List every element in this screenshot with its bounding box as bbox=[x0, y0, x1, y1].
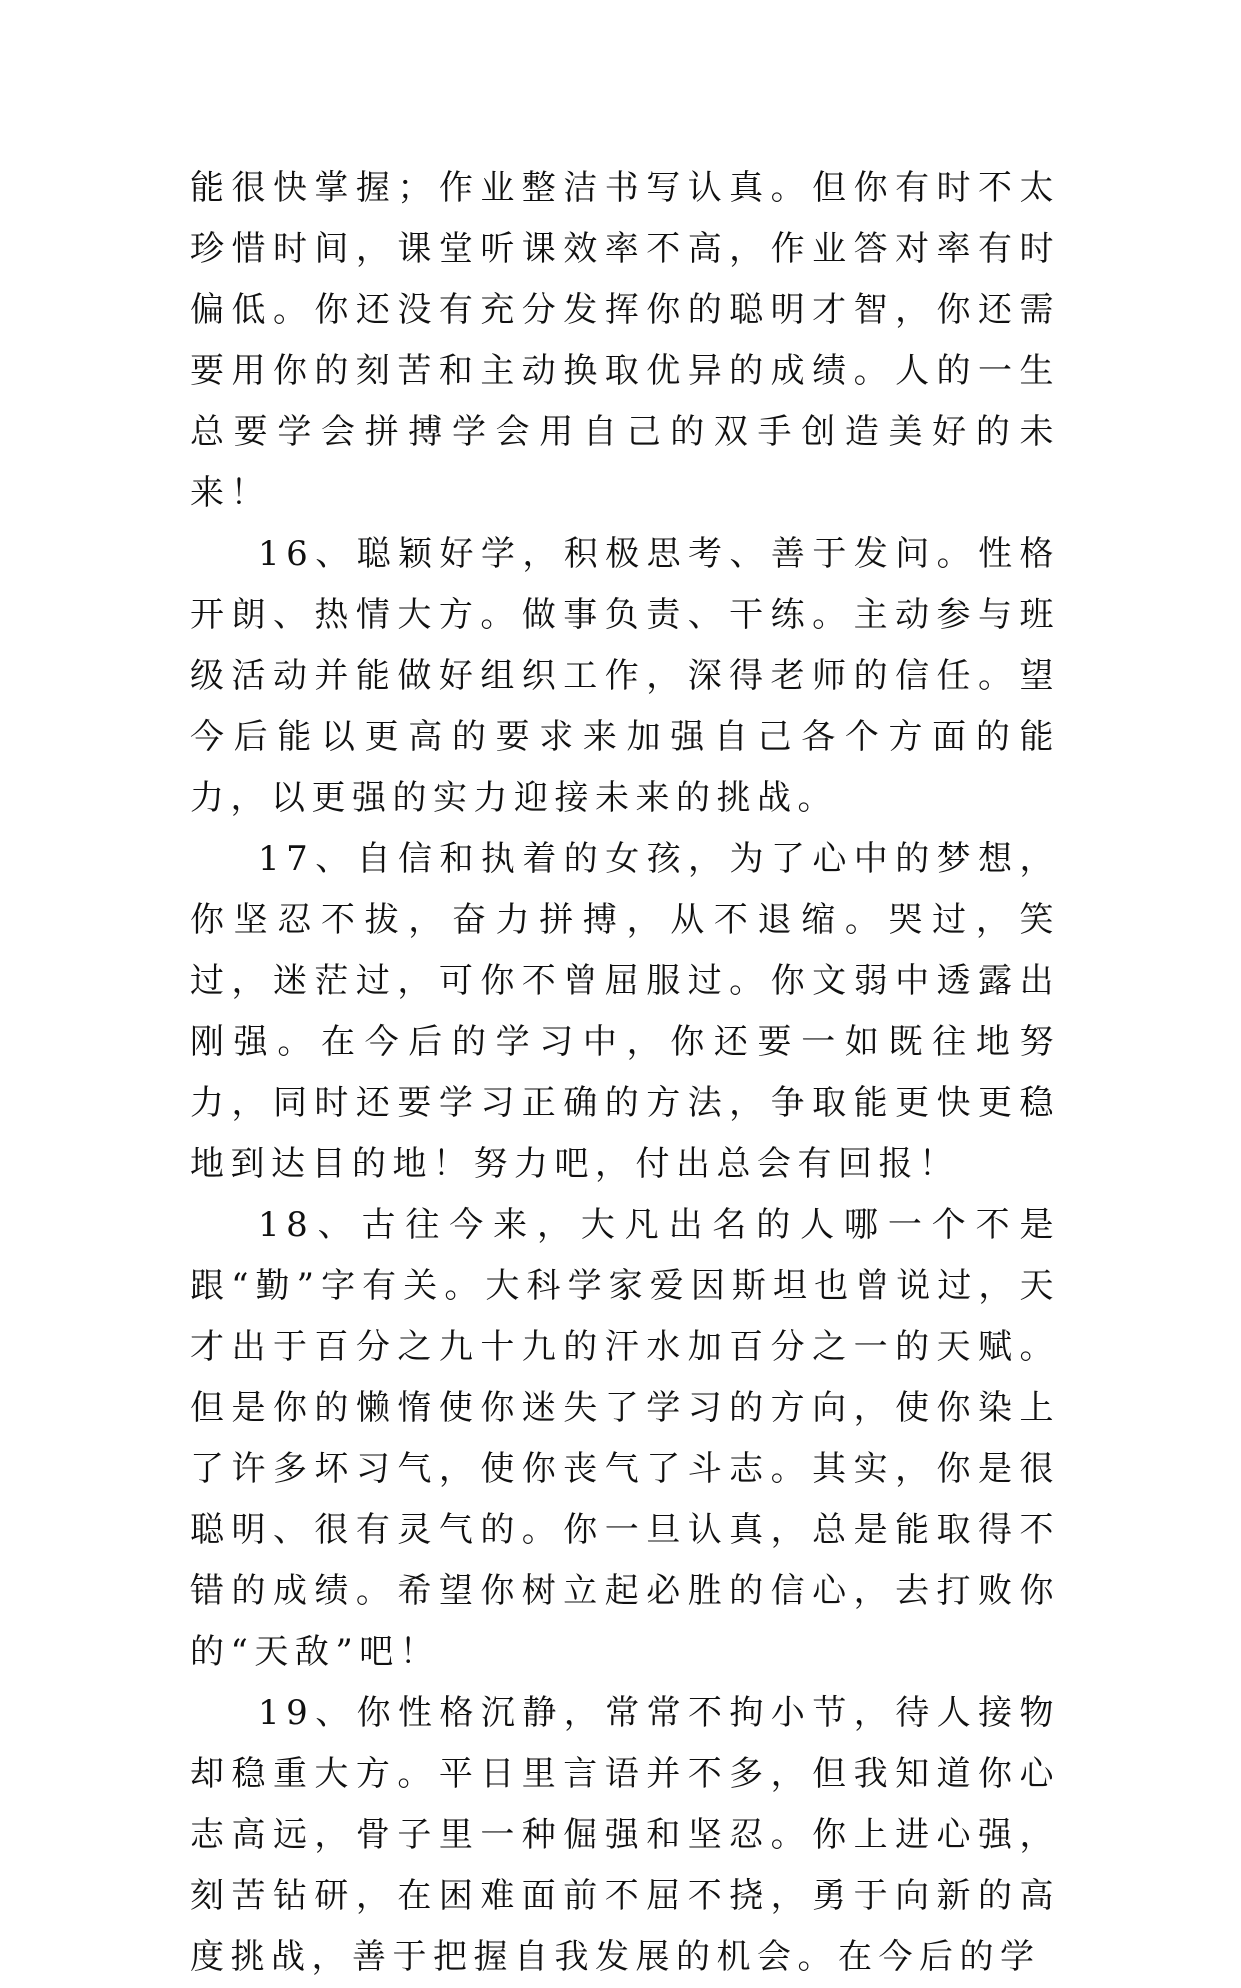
paragraph-18: 18、古往今来，大凡出名的人哪一个不是跟“勤”字有关。大科学家爱因斯坦也曾说过，天才出于百分之九十九的汗水加百分之一的天赋。但是你的懒惰使你迷失了学习的方向，使你染上了许多坏习气，使你丧气了斗志。其实，你是很聪明、很有灵气的。你一旦认真，总是能取得不错的成绩。希望你树立起必胜的信心，去打败你的“天敌”吧！ bbox=[190, 1205, 1060, 1672]
paragraph-15-continued: 能很快掌握；作业整洁书写认真。但你有时不太珍惜时间，课堂听课效率不高，作业答对率有时偏低。你还没有充分发挥你的聪明才智，你还需要用你的刻苦和主动换取优异的成绩。人的一生总要学会拼搏学会用自己的双手创造美好的未来！ bbox=[190, 168, 1060, 513]
paragraph-16: 16、聪颖好学，积极思考、善于发问。性格开朗、热情大方。做事负责、干练。主动参与班级活动并能做好组织工作，深得老师的信任。望今后能以更高的要求来加强自己各个方面的能力，以更强的实力迎接未来的挑战。 bbox=[190, 534, 1060, 818]
paragraph-17: 17、自信和执着的女孩，为了心中的梦想，你坚忍不拔，奋力拼搏，从不退缩。哭过，笑过，迷茫过，可你不曾屈服过。你文弱中透露出刚强。在今后的学习中，你还要一如既往地努力，同时还要学习正确的方法，争取能更快更稳地到达目的地！努力吧，付出总会有回报！ bbox=[190, 839, 1060, 1184]
paragraph-19: 19、你性格沉静，常常不拘小节，待人接物却稳重大方。平日里言语并不多，但我知道你心志高远，骨子里一种倔强和坚忍。你上进心强，刻苦钻研，在困难面前不屈不挠，勇于向新的高度挑战，善于把握自我发展的机会。在今后的学 bbox=[190, 1693, 1060, 1977]
document-body bbox=[190, 158, 1060, 1988]
